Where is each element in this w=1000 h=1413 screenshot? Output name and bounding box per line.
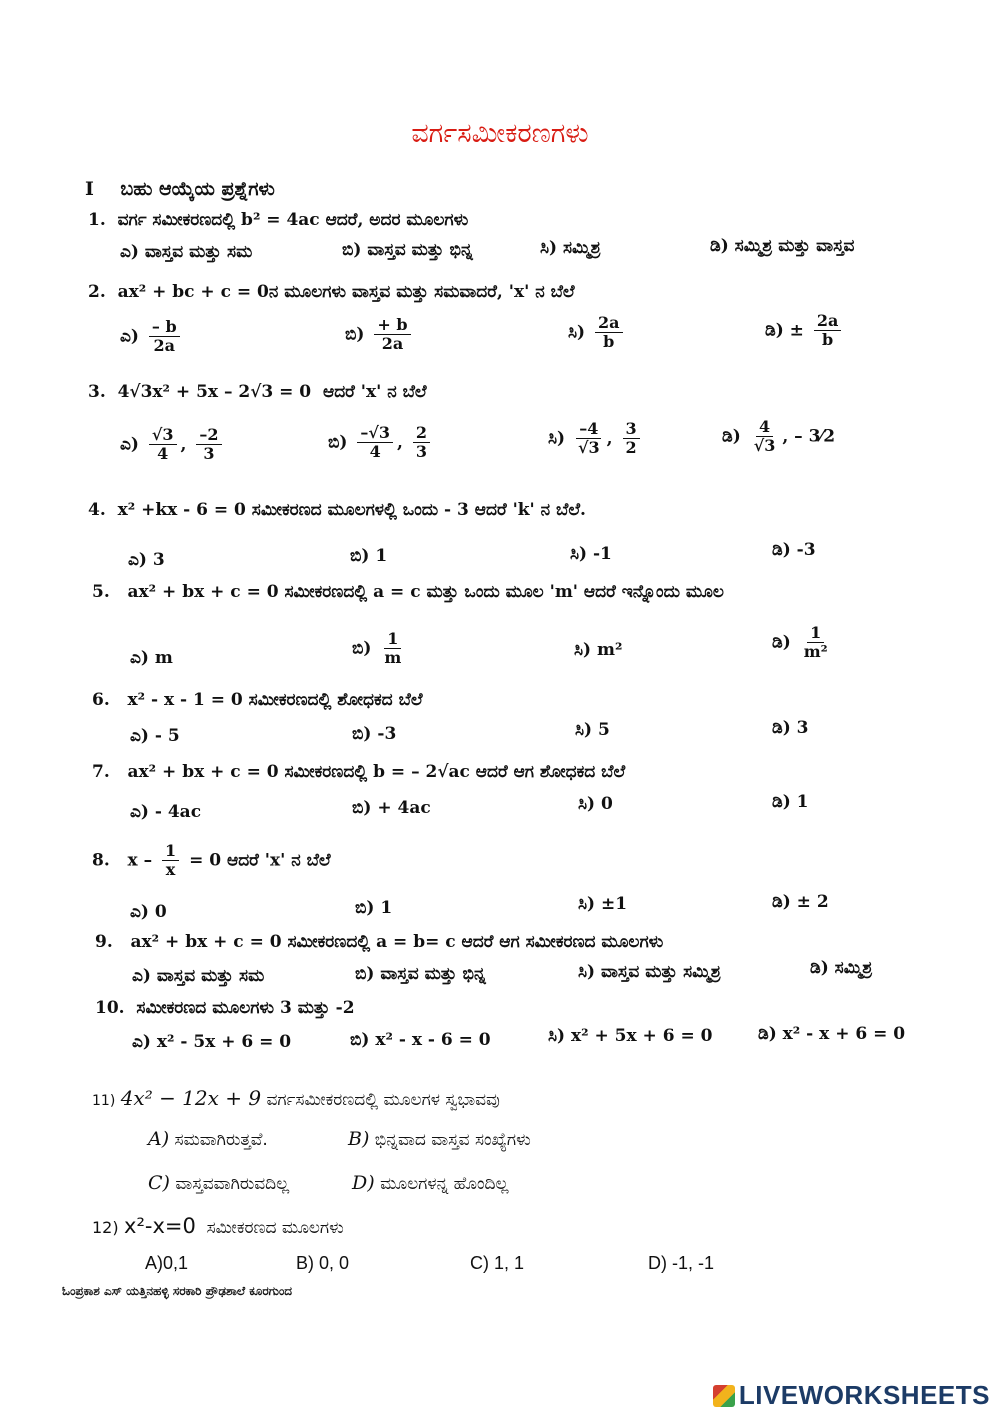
fraction — [381, 630, 404, 668]
question-9 — [95, 932, 663, 952]
q8-option-c[interactable]: ಸಿ) ±1 — [578, 894, 628, 914]
q6-option-b[interactable]: ಬಿ) -3 — [352, 724, 397, 744]
liveworksheets-icon — [713, 1385, 735, 1407]
fraction — [149, 426, 177, 464]
question-text: ax² + bx + c = 0 ಸಮೀಕರಣದಲ್ಲಿ a = b= c ಆದರೆ ಆಗ ಸಮೀಕರಣದ ಮೂಲಗಳು — [130, 932, 664, 952]
question-text: ವರ್ಗ ಸಮೀಕರಣದಲ್ಲಿ b² = 4ac ಆದರೆ, ಅದರ ಮೂಲಗಳು — [117, 210, 469, 230]
q9-option-a[interactable]: ಎ) ವಾಸ್ತವ ಮತ್ತು ಸಮ — [132, 966, 265, 986]
q10-option-a[interactable]: ಎ) x² - 5x + 6 = 0 — [132, 1032, 292, 1052]
denominator: 2a — [153, 336, 176, 356]
question-6 — [92, 690, 423, 710]
option-label: ಬಿ) — [345, 324, 365, 345]
fraction — [801, 624, 831, 662]
q7-option-a[interactable]: ಎ) - 4ac — [130, 802, 202, 822]
page-title: ವರ್ಗಸಮೀಕರಣಗಳು — [411, 118, 589, 149]
q11-option-a[interactable] — [148, 1128, 268, 1150]
question-2 — [88, 282, 575, 302]
q5-option-b[interactable] — [352, 630, 408, 668]
liveworksheets-logo[interactable] — [713, 1380, 990, 1411]
q4-option-a[interactable]: ಎ) 3 — [128, 550, 165, 570]
numerator: 1 — [384, 630, 401, 649]
denominator: b — [603, 332, 615, 352]
numerator: 2a — [595, 314, 623, 333]
option-label: ಎ) — [120, 326, 139, 347]
q9-option-b[interactable]: ಬಿ) ವಾಸ್ತವ ಮತ್ತು ಭಿನ್ನ — [355, 964, 486, 984]
numerator: √3 — [149, 426, 177, 445]
option-label: D) — [352, 1172, 375, 1194]
question-text: ax² + bx + c = 0 ಸಮೀಕರಣದಲ್ಲಿ a = c ಮತ್ತು ಒಂದು ಮೂಲ 'm' ಆದರೆ ಇನ್ನೊಂದು ಮೂಲ — [127, 582, 724, 602]
section-heading — [85, 178, 275, 200]
question-number: 6. — [92, 690, 110, 710]
q11-option-b[interactable] — [348, 1128, 531, 1150]
option-label: ಡಿ) — [722, 426, 741, 447]
question-number: 8. — [92, 850, 110, 871]
numerator: 2 — [413, 424, 430, 443]
question-number: 9. — [95, 932, 113, 952]
fraction — [595, 314, 623, 352]
question-1 — [88, 210, 468, 230]
denominator: 4 — [157, 444, 169, 464]
numerator: –4 — [576, 420, 601, 439]
question-number: 3. — [88, 382, 106, 402]
option-label: ಡಿ) ± — [765, 320, 804, 341]
question-number: 2. — [88, 282, 106, 302]
q12-option-a[interactable]: A)0,1 — [145, 1253, 189, 1273]
numerator: 1 — [807, 624, 824, 643]
numerator: –2 — [196, 426, 221, 445]
q4-option-c[interactable]: ಸಿ) -1 — [570, 544, 612, 564]
q1-option-c[interactable]: ಸಿ) ಸಮ್ಮಿಶ್ರ — [540, 238, 601, 258]
question-7 — [92, 762, 625, 782]
q10-option-c[interactable]: ಸಿ) x² + 5x + 6 = 0 — [548, 1026, 713, 1046]
denominator: x — [165, 860, 176, 880]
denominator: √3 — [578, 438, 600, 458]
option-label: B) — [348, 1128, 370, 1150]
q6-option-a[interactable]: ಎ) - 5 — [130, 726, 180, 746]
question-text: x² - x - 1 = 0 ಸಮೀಕರಣದಲ್ಲಿ ಶೋಧಕದ ಬೆಲೆ — [127, 690, 423, 710]
q3-option-d[interactable] — [722, 418, 835, 456]
option-label: ಎ) — [120, 434, 139, 455]
q1-option-a[interactable]: ಎ) ವಾಸ್ತವ ಮತ್ತು ಸಮ — [120, 242, 253, 262]
q1-option-b[interactable]: ಬಿ) ವಾಸ್ತವ ಮತ್ತು ಭಿನ್ನ — [342, 240, 473, 260]
section-number: I — [85, 178, 94, 200]
fraction — [623, 420, 640, 458]
q2-option-b[interactable] — [345, 316, 415, 354]
fraction — [196, 426, 221, 464]
q10-option-b[interactable]: ಬಿ) x² - x - 6 = 0 — [350, 1030, 491, 1050]
question-5 — [92, 582, 724, 602]
q2-option-d[interactable] — [765, 312, 845, 350]
q2-option-c[interactable] — [568, 314, 627, 352]
q8-option-d[interactable]: ಡಿ) ± 2 — [772, 892, 829, 912]
q10-option-d[interactable]: ಡಿ) x² - x + 6 = 0 — [758, 1024, 906, 1044]
question-text: x² +kx - 6 = 0 ಸಮೀಕರಣದ ಮೂಲಗಳಲ್ಲಿ ಒಂದು - 3 ಆದರೆ 'k' ನ ಬೆಲೆ. — [117, 500, 586, 520]
q9-option-d[interactable]: ಡಿ) ಸಮ್ಮಿಶ್ರ — [810, 958, 873, 978]
question-number: 10. — [95, 998, 125, 1018]
q4-option-b[interactable]: ಬಿ) 1 — [350, 546, 388, 566]
q5-option-d[interactable] — [772, 624, 835, 662]
denominator: 2 — [625, 438, 637, 458]
question-text: ವರ್ಗಸಮೀಕರಣದಲ್ಲಿ ಮೂಲಗಳ ಸ್ವಭಾವವು — [266, 1090, 500, 1110]
question-number: 5. — [92, 582, 110, 602]
q5-option-c[interactable]: ಸಿ) m² — [574, 640, 623, 660]
question-text: ax² + bc + c = 0ನ ಮೂಲಗಳು ವಾಸ್ತವ ಮತ್ತು ಸಮವಾದರೆ, 'x' ನ ಬೆಲೆ — [117, 282, 575, 302]
numerator: 3 — [623, 420, 640, 439]
question-number: 1. — [88, 210, 106, 230]
numerator: – b — [149, 318, 180, 337]
q11-option-d[interactable] — [352, 1172, 509, 1194]
option-label: C) — [148, 1172, 170, 1194]
q3-option-c[interactable]: ಸಿ) $\frac{-4}{√3}$ , $\frac{3}{2}$ — [548, 420, 644, 458]
question-expression: 4√3x² + 5x – 2√3 = 0 — [117, 382, 312, 402]
question-text: = 0 ಆದರೆ 'x' ನ ಬೆಲೆ — [189, 850, 331, 871]
denominator: √3 — [753, 436, 776, 456]
author-footer: ಓಂಪ್ರಕಾಶ ಎಸ್ ಯತ್ತಿನಹಳ್ಳಿ ಸರಕಾರಿ ಪ್ರೌಢಶಾಲೆ ಕೂರಗುಂದ — [62, 1284, 293, 1298]
section-label: ಬಹು ಆಯ್ಕೆಯ ಪ್ರಶ್ನೆಗಳು — [120, 178, 275, 200]
option-text: ಸಮವಾಗಿರುತ್ತವೆ. — [174, 1130, 268, 1150]
question-number: 7. — [92, 762, 110, 782]
q11-option-c[interactable] — [148, 1172, 289, 1194]
q1-option-d[interactable]: ಡಿ) ಸಮ್ಮಿಶ್ರ ಮತ್ತು ವಾಸ್ತವ — [710, 236, 855, 256]
fraction — [413, 424, 430, 462]
option-label: ಬಿ) — [352, 638, 372, 659]
q5-option-a[interactable]: ಎ) m — [130, 648, 173, 668]
numerator: + b — [374, 316, 410, 335]
option-text: ಮೂಲಗಳನ್ನ ಹೊಂದಿಲ್ಲ — [380, 1174, 509, 1194]
question-12 — [92, 1214, 344, 1238]
fraction — [374, 316, 410, 354]
option-label: ಡಿ) — [772, 632, 791, 653]
option-label: ಸಿ) — [548, 428, 566, 449]
q6-option-c[interactable]: ಸಿ) 5 — [575, 720, 610, 740]
q12-option-d[interactable]: D) -1, -1 — [648, 1253, 715, 1273]
question-8 — [92, 842, 331, 880]
option-text: ಭಿನ್ನವಾದ ವಾಸ್ತವ ಸಂಖ್ಯೆಗಳು — [374, 1130, 531, 1150]
numerator: –√3 — [357, 424, 393, 443]
q9-option-c[interactable]: ಸಿ) ವಾಸ್ತವ ಮತ್ತು ಸಮ್ಮಿಶ್ರ — [578, 962, 721, 982]
question-number: 11) — [92, 1093, 116, 1109]
denominator: 4 — [369, 442, 381, 462]
fraction — [162, 842, 179, 880]
q3-option-b[interactable]: ಬಿ) $\frac{-√3}{4}$ , $\frac{2}{3}$ — [328, 424, 434, 462]
denominator: 3 — [203, 444, 215, 464]
fraction — [575, 420, 603, 458]
question-number: 4. — [88, 500, 106, 520]
numerator: 4 — [756, 418, 773, 437]
question-expression: x²-x=0 — [124, 1214, 196, 1238]
question-11 — [92, 1086, 500, 1110]
q6-option-d[interactable]: ಡಿ) 3 — [772, 718, 809, 738]
fraction — [149, 318, 180, 356]
denominator: b — [822, 330, 834, 350]
q3-option-a[interactable]: ಎ) $\frac{√3}{4}$ , $\frac{-2}{3}$ — [120, 426, 226, 464]
question-3 — [88, 382, 427, 402]
q7-option-b[interactable]: ಬಿ) + 4ac — [352, 798, 431, 818]
option-label: A) — [148, 1128, 170, 1150]
question-expression: 4x² − 12x + 9 — [120, 1086, 262, 1110]
q8-option-b[interactable]: ಬಿ) 1 — [355, 898, 393, 918]
question-text: ಸಮೀಕರಣದ ಮೂಲಗಳು 3 ಮತ್ತು -2 — [136, 998, 355, 1018]
question-text: ಆದರೆ 'x' ನ ಬೆಲೆ — [322, 382, 427, 402]
q12-option-b[interactable]: B) 0, 0 — [296, 1253, 350, 1273]
denominator: 3 — [415, 442, 428, 462]
brand-text: LIVEWORKSHEETS — [738, 1380, 990, 1410]
question-text: ax² + bx + c = 0 ಸಮೀಕರಣದಲ್ಲಿ b = – 2√ac ಆದರೆ ಆಗ ಶೋಧಕದ ಬೆಲೆ — [127, 762, 626, 782]
option-label: ಬಿ) — [328, 432, 348, 453]
q7-option-c[interactable]: ಸಿ) 0 — [578, 794, 613, 814]
q4-option-d[interactable]: ಡಿ) -3 — [772, 540, 816, 560]
question-number: 12) — [92, 1218, 119, 1237]
denominator: 2a — [381, 334, 404, 354]
q12-option-c[interactable]: C) 1, 1 — [470, 1253, 525, 1273]
q7-option-d[interactable]: ಡಿ) 1 — [772, 792, 809, 812]
numerator: 2a — [814, 312, 842, 331]
question-expression: x – — [127, 850, 153, 871]
numerator: 1 — [162, 842, 179, 861]
fraction — [751, 418, 779, 456]
option-label: ಸಿ) — [568, 322, 586, 343]
denominator: m² — [803, 642, 828, 662]
question-4 — [88, 500, 586, 520]
question-10 — [95, 998, 355, 1018]
fraction — [357, 424, 393, 462]
option-tail: , – 3⁄2 — [782, 426, 836, 447]
question-text: ಸಮೀಕರಣದ ಮೂಲಗಳು — [206, 1218, 344, 1238]
q2-option-a[interactable] — [120, 318, 184, 356]
denominator: m — [384, 648, 402, 668]
fraction — [814, 312, 842, 350]
q8-option-a[interactable]: ಎ) 0 — [130, 902, 167, 922]
option-text: ವಾಸ್ತವವಾಗಿರುವದಿಲ್ಲ — [175, 1174, 290, 1194]
